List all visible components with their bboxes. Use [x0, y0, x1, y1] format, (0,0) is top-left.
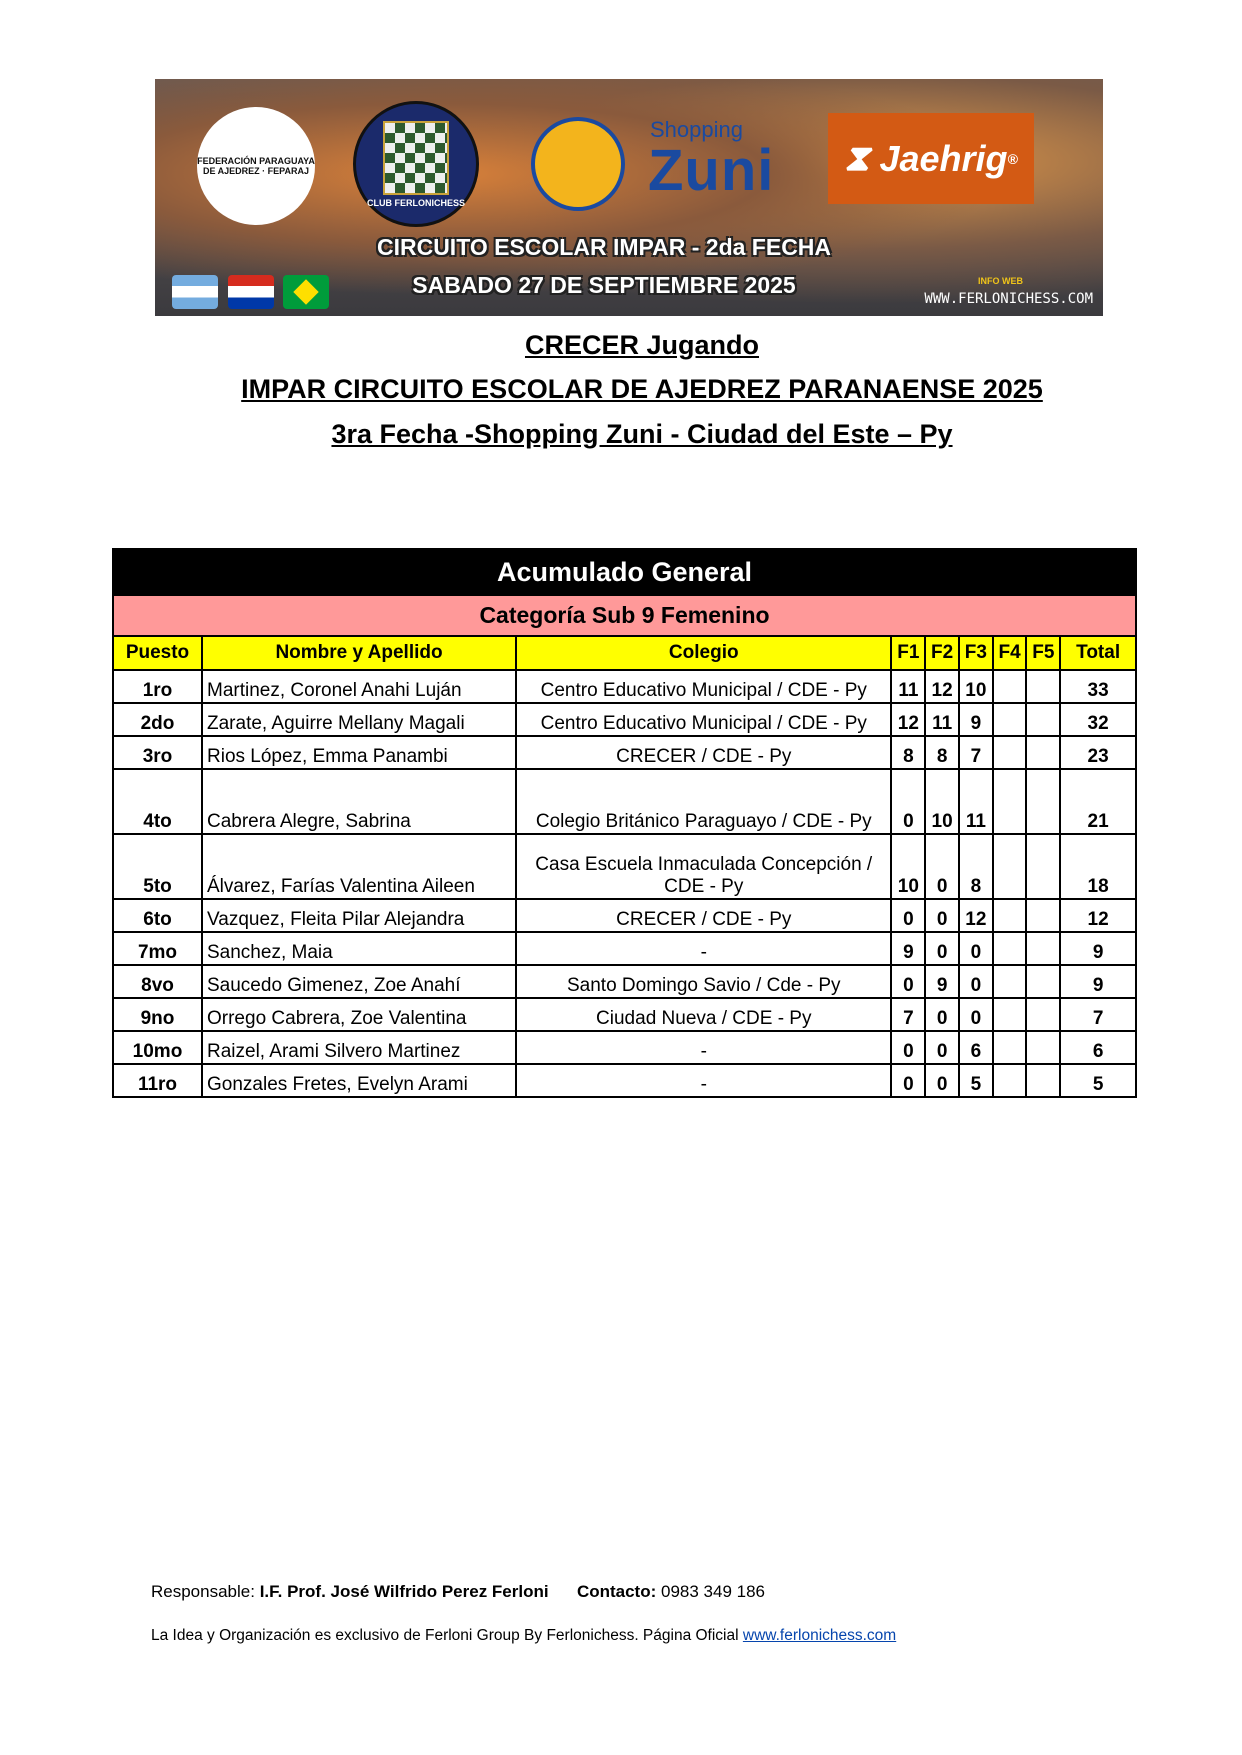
f2-cell: 12	[925, 670, 959, 703]
event-banner	[155, 79, 1103, 316]
f3-cell: 9	[959, 703, 993, 736]
total-cell: 33	[1060, 670, 1136, 703]
paraguay-flag-icon	[228, 275, 274, 309]
official-site-link[interactable]: www.ferlonichess.com	[742, 1627, 897, 1644]
f2-cell: 9	[925, 965, 959, 998]
standings-table	[112, 548, 1137, 1098]
name-cell: Vazquez, Fleita Pilar Alejandra	[202, 899, 516, 932]
total-cell: 12	[1060, 899, 1136, 932]
name-cell: Raizel, Arami Silvero Martinez	[202, 1031, 516, 1064]
f1-cell: 0	[891, 899, 925, 932]
f3-cell: 0	[959, 998, 993, 1031]
jaehrig-text: Jaehrig	[879, 137, 1008, 179]
name-cell: Rios López, Emma Panambi	[202, 736, 516, 769]
position-cell: 8vo	[113, 965, 202, 998]
f5-cell	[1026, 965, 1060, 998]
name-cell: Martinez, Coronel Anahi Luján	[202, 670, 516, 703]
table-row	[113, 769, 1136, 834]
f1-cell: 0	[891, 769, 925, 834]
position-cell: 9no	[113, 998, 202, 1031]
hourglass-icon: ⧗	[844, 137, 870, 178]
header-f4: F4	[993, 636, 1027, 670]
school-cell: Centro Educativo Municipal / CDE - Py	[516, 670, 891, 703]
f2-cell: 0	[925, 899, 959, 932]
name-cell: Saucedo Gimenez, Zoe Anahí	[202, 965, 516, 998]
argentina-flag-icon	[172, 275, 218, 309]
f3-cell: 8	[959, 834, 993, 899]
f3-cell: 5	[959, 1064, 993, 1097]
table-title: Acumulado General	[113, 549, 1136, 595]
f2-cell: 0	[925, 1031, 959, 1064]
f5-cell	[1026, 736, 1060, 769]
f3-cell: 12	[959, 899, 993, 932]
f3-cell: 0	[959, 932, 993, 965]
f3-cell: 6	[959, 1031, 993, 1064]
organization-text: La Idea y Organización es exclusivo de Ferloni Group By Ferlonichess. Página Oficial	[151, 1627, 743, 1644]
header-colegio: Colegio	[516, 636, 891, 670]
f2-cell: 0	[925, 1064, 959, 1097]
f3-cell: 11	[959, 769, 993, 834]
f5-cell	[1026, 1064, 1060, 1097]
contact-label: Contacto:	[576, 1582, 657, 1601]
f5-cell	[1026, 703, 1060, 736]
f2-cell: 0	[925, 932, 959, 965]
school-cell: Colegio Británico Paraguayo / CDE - Py	[516, 769, 891, 834]
banner-website: WWW.FERLONICHESS.COM	[924, 291, 1093, 307]
chessboard-shield-icon	[383, 121, 449, 195]
header-puesto: Puesto	[113, 636, 202, 670]
total-cell: 23	[1060, 736, 1136, 769]
jaehrig-logo: ⧗ Jaehrig ®	[828, 113, 1034, 204]
banner-event-title: CIRCUITO ESCOLAR IMPAR - 2da FECHA	[376, 234, 832, 260]
school-cell: -	[516, 1064, 891, 1097]
name-cell: Cabrera Alegre, Sabrina	[202, 769, 516, 834]
ferloni-logo-text: CLUB FERLONICHESS	[366, 197, 465, 208]
info-web-label: INFO WEB	[978, 276, 1023, 286]
header-f2: F2	[925, 636, 959, 670]
position-cell: 2do	[113, 703, 202, 736]
f4-cell	[993, 1031, 1027, 1064]
footer-organization	[151, 1627, 896, 1645]
f4-cell	[993, 965, 1027, 998]
name-cell: Sanchez, Maia	[202, 932, 516, 965]
f1-cell: 11	[891, 670, 925, 703]
f1-cell: 0	[891, 1064, 925, 1097]
school-cell: Santo Domingo Savio / Cde - Py	[516, 965, 891, 998]
header-nombre: Nombre y Apellido	[202, 636, 516, 670]
table-row	[113, 998, 1136, 1031]
contact-value: 0983 349 186	[656, 1582, 765, 1601]
position-cell: 10mo	[113, 1031, 202, 1064]
school-cell: -	[516, 932, 891, 965]
f2-cell: 0	[925, 834, 959, 899]
zuni-small-text: Shopping	[650, 117, 743, 142]
f4-cell	[993, 736, 1027, 769]
f3-cell: 10	[959, 670, 993, 703]
f2-cell: 8	[925, 736, 959, 769]
total-cell: 7	[1060, 998, 1136, 1031]
f2-cell: 11	[925, 703, 959, 736]
feparaj-logo	[197, 107, 315, 225]
school-cell: -	[516, 1031, 891, 1064]
f5-cell	[1026, 670, 1060, 703]
f1-cell: 0	[891, 1031, 925, 1064]
header-f1: F1	[891, 636, 925, 670]
f3-cell: 0	[959, 965, 993, 998]
f4-cell	[993, 899, 1027, 932]
f2-cell: 0	[925, 998, 959, 1031]
school-cell: Centro Educativo Municipal / CDE - Py	[516, 703, 891, 736]
category-title: Categoría Sub 9 Femenino	[113, 595, 1136, 636]
school-cell: CRECER / CDE - Py	[516, 899, 891, 932]
f5-cell	[1026, 769, 1060, 834]
table-row	[113, 1064, 1136, 1097]
zuni-big-text: Zuni	[648, 138, 775, 203]
school-cell: Casa Escuela Inmaculada Concepción / CDE - Py	[516, 834, 891, 899]
f1-cell: 0	[891, 965, 925, 998]
footer-responsible	[151, 1582, 765, 1602]
doc-subtitle: IMPAR CIRCUITO ESCOLAR DE AJEDREZ PARANAENSE 2025	[241, 374, 1043, 404]
header-total: Total	[1060, 636, 1136, 670]
school-cell: CRECER / CDE - Py	[516, 736, 891, 769]
feparaj-logo-text: FEDERACIÓN PARAGUAYA DE AJEDREZ · FEPARAJ	[197, 156, 315, 176]
total-cell: 9	[1060, 965, 1136, 998]
total-cell: 18	[1060, 834, 1136, 899]
doc-title: CRECER Jugando	[524, 330, 759, 360]
school-cell: Ciudad Nueva / CDE - Py	[516, 998, 891, 1031]
total-cell: 21	[1060, 769, 1136, 834]
position-cell: 6to	[113, 899, 202, 932]
table-header-row	[113, 636, 1136, 670]
f5-cell	[1026, 998, 1060, 1031]
name-cell: Zarate, Aguirre Mellany Magali	[202, 703, 516, 736]
f1-cell: 9	[891, 932, 925, 965]
position-cell: 11ro	[113, 1064, 202, 1097]
table-row	[113, 670, 1136, 703]
doc-event-location: 3ra Fecha -Shopping Zuni - Ciudad del Este – Py	[331, 419, 953, 449]
f4-cell	[993, 1064, 1027, 1097]
f1-cell: 10	[891, 834, 925, 899]
responsible-name: I.F. Prof. José Wilfrido Perez Ferloni	[259, 1582, 549, 1601]
name-cell: Gonzales Fretes, Evelyn Arami	[202, 1064, 516, 1097]
table-row	[113, 703, 1136, 736]
total-cell: 6	[1060, 1031, 1136, 1064]
table-row	[113, 965, 1136, 998]
header-f3: F3	[959, 636, 993, 670]
header-f5: F5	[1026, 636, 1060, 670]
f4-cell	[993, 834, 1027, 899]
f5-cell	[1026, 834, 1060, 899]
f4-cell	[993, 998, 1027, 1031]
position-cell: 1ro	[113, 670, 202, 703]
position-cell: 5to	[113, 834, 202, 899]
position-cell: 3ro	[113, 736, 202, 769]
brazil-flag-icon	[283, 275, 329, 309]
total-cell: 5	[1060, 1064, 1136, 1097]
table-row	[113, 932, 1136, 965]
ferlonichess-club-logo	[353, 101, 479, 227]
shopping-zuni-logo-icon	[531, 117, 625, 211]
table-row	[113, 899, 1136, 932]
position-cell: 4to	[113, 769, 202, 834]
f4-cell	[993, 932, 1027, 965]
table-row	[113, 1031, 1136, 1064]
f5-cell	[1026, 899, 1060, 932]
name-cell: Álvarez, Farías Valentina Aileen	[202, 834, 516, 899]
f4-cell	[993, 670, 1027, 703]
total-cell: 32	[1060, 703, 1136, 736]
position-cell: 7mo	[113, 932, 202, 965]
f2-cell: 10	[925, 769, 959, 834]
total-cell: 9	[1060, 932, 1136, 965]
f3-cell: 7	[959, 736, 993, 769]
f1-cell: 7	[891, 998, 925, 1031]
responsible-label: Responsable:	[151, 1582, 260, 1601]
f5-cell	[1026, 1031, 1060, 1064]
name-cell: Orrego Cabrera, Zoe Valentina	[202, 998, 516, 1031]
banner-event-date: SABADO 27 DE SEPTIEMBRE 2025	[412, 272, 796, 298]
table-row	[113, 834, 1136, 899]
f4-cell	[993, 703, 1027, 736]
f4-cell	[993, 769, 1027, 834]
f5-cell	[1026, 932, 1060, 965]
f1-cell: 8	[891, 736, 925, 769]
table-row	[113, 736, 1136, 769]
f1-cell: 12	[891, 703, 925, 736]
